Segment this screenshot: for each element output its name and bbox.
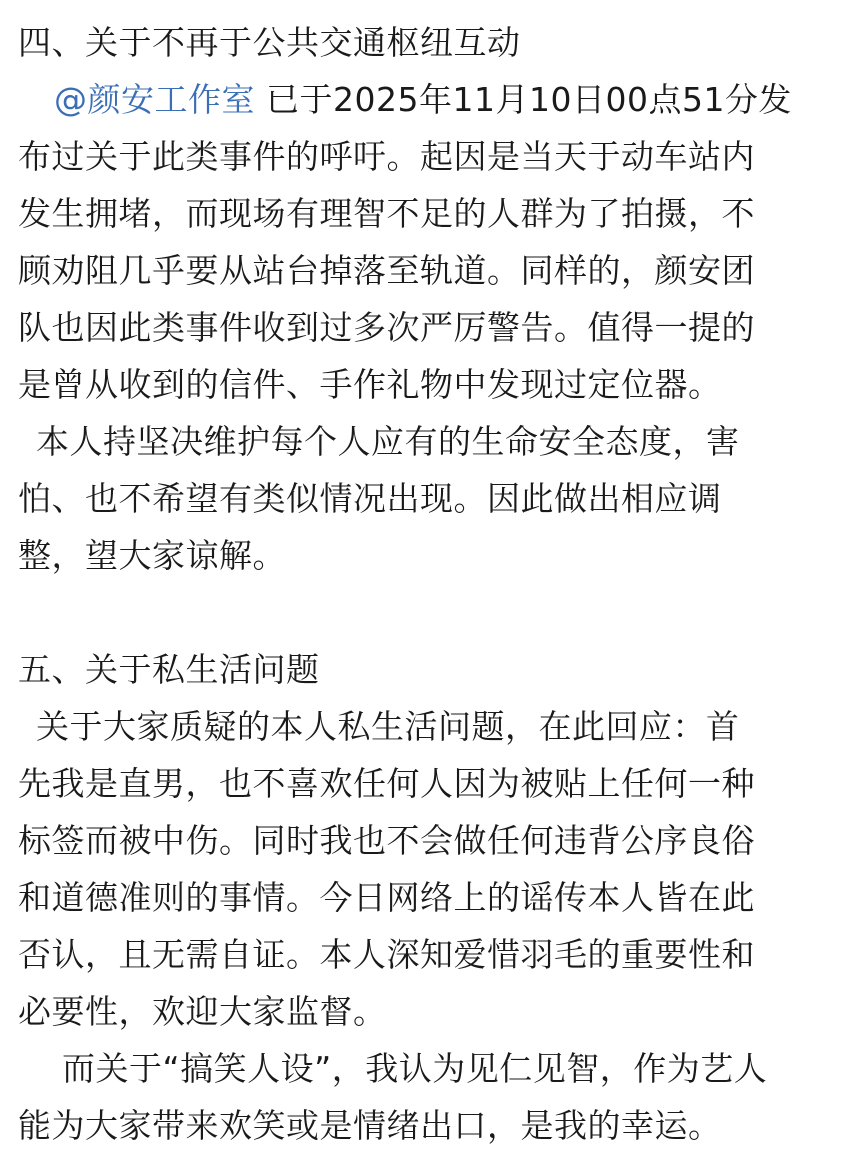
section-4-paragraph-2-line: 怕、也不希望有类似情况出现。因此做出相应调	[18, 479, 722, 518]
section-4-paragraph-1-line: 发生拥堵，而现场有理智不足的人群为了拍摄，不	[18, 194, 755, 233]
section-4-paragraph-1-line-1	[18, 71, 857, 128]
section-5-paragraph-2-line: 能为大家带来欢笑或是情绪出口，是我的幸运。	[18, 1106, 722, 1145]
section-spacer	[18, 584, 857, 641]
section-4-paragraph-2-line: 本人持坚决维护每个人应有的生命安全态度，害	[36, 422, 740, 461]
mention-link-yanan-studio[interactable]: @颜安工作室	[54, 80, 255, 119]
section-5-paragraph-1-line: 关于大家质疑的本人私生活问题，在此回应：首	[36, 707, 740, 746]
section-5-paragraph-1-line: 标签而被中伤。同时我也不会做任何违背公序良俗	[18, 821, 755, 860]
section-5-heading: 五、关于私生活问题	[18, 650, 320, 689]
section-4-paragraph-1-line: 队也因此类事件收到过多次严厉警告。值得一提的	[18, 308, 755, 347]
section-4-paragraph-2-line: 整，望大家谅解。	[18, 536, 286, 575]
section-4-paragraph-1-line-1-text: 已于2025年11月10日00点51分发	[255, 80, 792, 119]
section-5-paragraph-1-line: 否认，且无需自证。本人深知爱惜羽毛的重要性和	[18, 935, 755, 974]
section-5-paragraph-1-line: 先我是直男，也不喜欢任何人因为被贴上任何一种	[18, 764, 755, 803]
section-5-paragraph-1-line: 必要性，欢迎大家监督。	[18, 992, 387, 1031]
section-4-heading: 四、关于不再于公共交通枢纽互动	[18, 23, 521, 62]
section-5-paragraph-1-line: 和道德准则的事情。今日网络上的谣传本人皆在此	[18, 878, 755, 917]
section-4-paragraph-1-line: 是曾从收到的信件、手作礼物中发现过定位器。	[18, 365, 722, 404]
section-4-paragraph-1-line: 顾劝阻几乎要从站台掉落至轨道。同样的，颜安团	[18, 251, 755, 290]
section-5-paragraph-2-line: 而关于“搞笑人设”，我认为见仁见智，作为艺人	[62, 1049, 768, 1088]
section-4-paragraph-1-line: 布过关于此类事件的呼吁。起因是当天于动车站内	[18, 137, 755, 176]
